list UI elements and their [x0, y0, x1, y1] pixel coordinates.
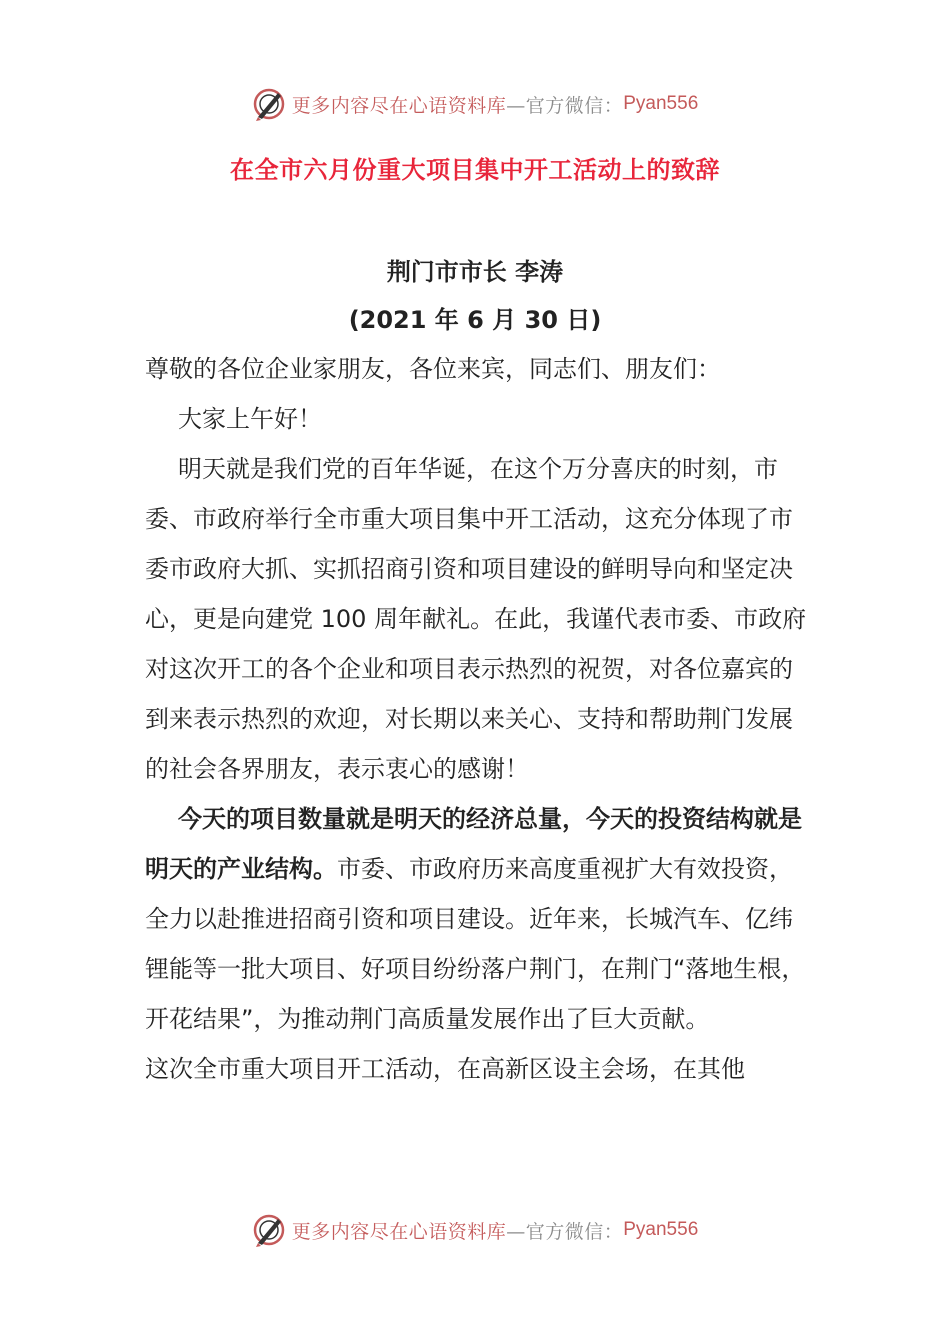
paragraph-3: 这次全市重大项目开工活动，在高新区设主会场，在其他 — [145, 1055, 745, 1083]
watermark-footer — [0, 1208, 950, 1252]
salutation: 尊敬的各位企业家朋友，各位来宾，同志们、朋友们： — [145, 355, 721, 383]
pen-circle-logo-icon — [252, 1213, 286, 1247]
document-title: 在全市六月份重大项目集中开工活动上的致辞 — [230, 156, 720, 184]
paragraph-2 — [145, 794, 810, 1044]
pen-circle-logo-icon — [252, 87, 286, 121]
document-author: 荆门市市长 李涛 — [386, 258, 564, 286]
greeting: 大家上午好！ — [178, 405, 322, 433]
watermark-header — [0, 82, 950, 126]
document-body — [145, 344, 810, 1094]
watermark-dash-text: —官方微信： — [506, 94, 624, 117]
watermark-dash-text: —官方微信： — [506, 1220, 624, 1243]
document-date: (2021 年 6 月 30 日) — [348, 306, 602, 334]
paragraph-2-rest: 市委、市政府历来高度重视扩大有效投资，全力以赴推进招商引资和项目建设。近年来，长城汽车、亿纬锂能等一批大项目、好项目纷纷落户荆门，在荆门“落地生根，开花结果”，为推动荆门高质量发展作出了巨大贡献。 — [145, 855, 806, 1033]
watermark-main-text: 更多内容尽在心语资料库 — [291, 94, 507, 117]
watermark-main-text: 更多内容尽在心语资料库 — [291, 1220, 507, 1243]
paragraph-2-bold-lead: 今天的项目数量就是明天的经济总量，今天的投资结构就是明天的产业结构。 — [145, 805, 802, 883]
watermark-wechat-id: Pyan556 — [623, 1219, 699, 1240]
watermark-wechat-id: Pyan556 — [623, 93, 699, 114]
paragraph-1: 明天就是我们党的百年华诞，在这个万分喜庆的时刻，市委、市政府举行全市重大项目集中开工活动，这充分体现了市委市政府大抓、实抓招商引资和项目建设的鲜明导向和坚定决心，更是向建党 100 周年献礼。在此，我谨代表市委、市政府对这次开工的各个企业和项目表示热烈的祝贺，对各位嘉宾的到来表示热烈的欢迎，对长期以来关心、支持和帮助荆门发展的社会各界朋友，表示衷心的感谢！ — [145, 455, 807, 783]
